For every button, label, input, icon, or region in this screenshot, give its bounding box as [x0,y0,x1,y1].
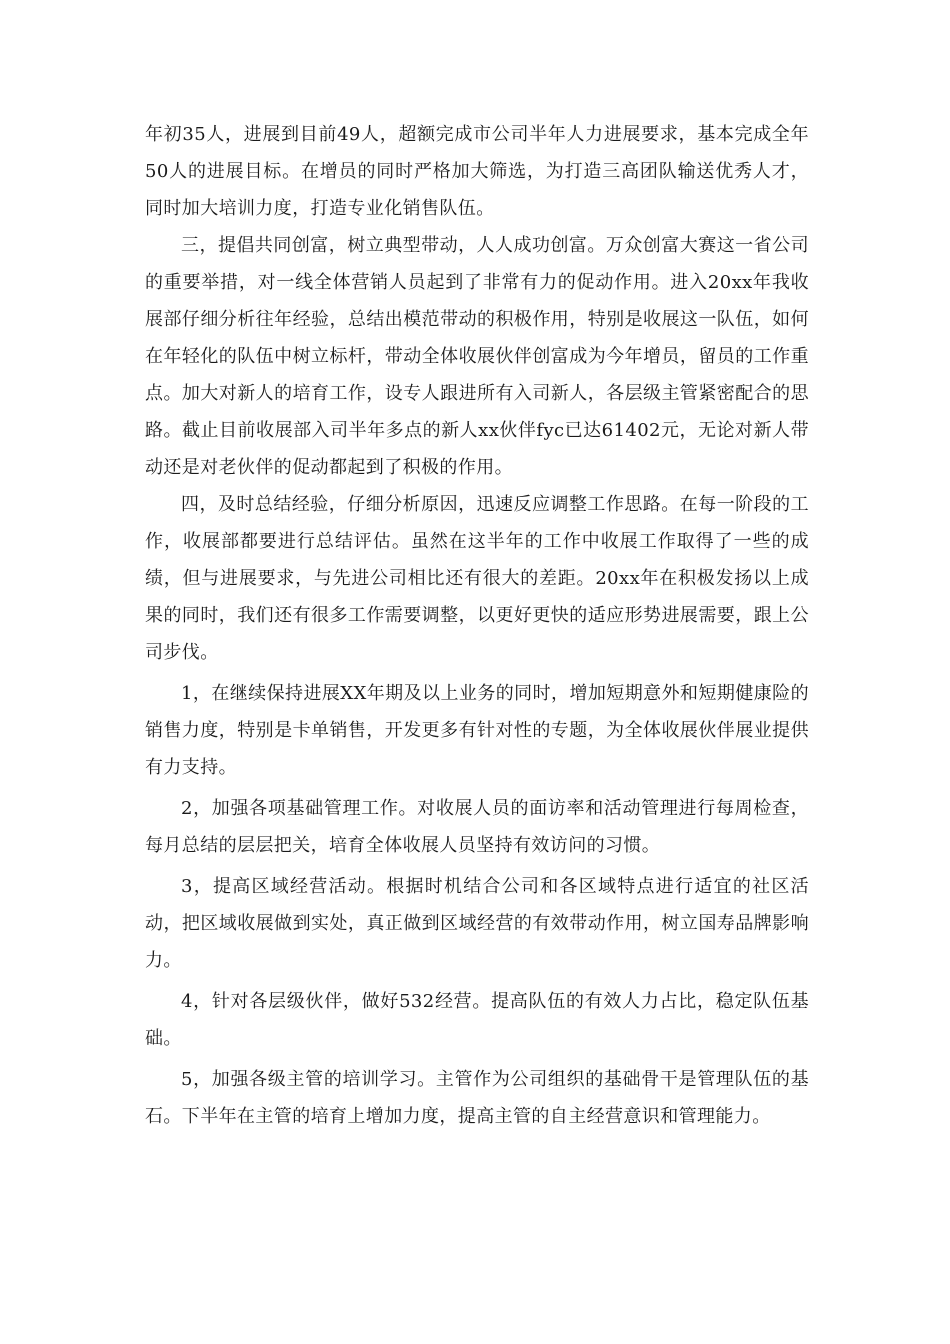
list-item-2: 2，加强各项基础管理工作。对收展人员的面访率和活动管理进行每周检查，每月总结的层层把关，培育全体收展人员坚持有效访问的习惯。 [145,798,809,856]
list-item-1: 1，在继续保持进展XX年期及以上业务的同时，增加短期意外和短期健康险的销售力度，特别是卡单销售，开发更多有针对性的专题，为全体收展伙伴展业提供有力支持。 [145,683,809,778]
paragraph-section-four: 四，及时总结经验，仔细分析原因，迅速反应调整工作思路。在每一阶段的工作，收展部都要进行总结评估。虽然在这半年的工作中收展工作取得了一些的成绩，但与进展要求，与先进公司相比还有很大的差距。20xx年在积极发扬以上成果的同时，我们还有很多工作需要调整，以更好更快的适应形势进展需要，跟上公司步伐。 [145,494,809,663]
list-item-3: 3，提高区域经营活动。根据时机结合公司和各区域特点进行适宜的社区活动，把区域收展做到实处，真正做到区域经营的有效带动作用，树立国寿品牌影响力。 [145,876,809,971]
paragraph-intro-continuation: 年初35人，进展到目前49人，超额完成市公司半年人力进展要求，基本完成全年50人的进展目标。在增员的同时严格加大筛选，为打造三高团队输送优秀人才，同时加大培训力度，打造专业化销售队伍。 [145,124,809,219]
paragraph-section-three: 三，提倡共同创富，树立典型带动，人人成功创富。万众创富大赛这一省公司的重要举措，对一线全体营销人员起到了非常有力的促动作用。进入20xx年我收展部仔细分析往年经验，总结出模范带动的积极作用，特别是收展这一队伍，如何在年轻化的队伍中树立标杆，带动全体收展伙伴创富成为今年增员，留员的工作重点。加大对新人的培育工作，设专人跟进所有入司新人，各层级主管紧密配合的思路。截止目前收展部入司半年多点的新人xx伙伴fyc已达61402元，无论对新人带动还是对老伙伴的促动都起到了积极的作用。 [145,235,809,478]
document-body [145,116,809,1135]
list-item-4: 4，针对各层级伙伴，做好532经营。提高队伍的有效人力占比，稳定队伍基础。 [145,991,809,1049]
list-item-5: 5，加强各级主管的培训学习。主管作为公司组织的基础骨干是管理队伍的基石。下半年在主管的培育上增加力度，提高主管的自主经营意识和管理能力。 [145,1069,809,1127]
